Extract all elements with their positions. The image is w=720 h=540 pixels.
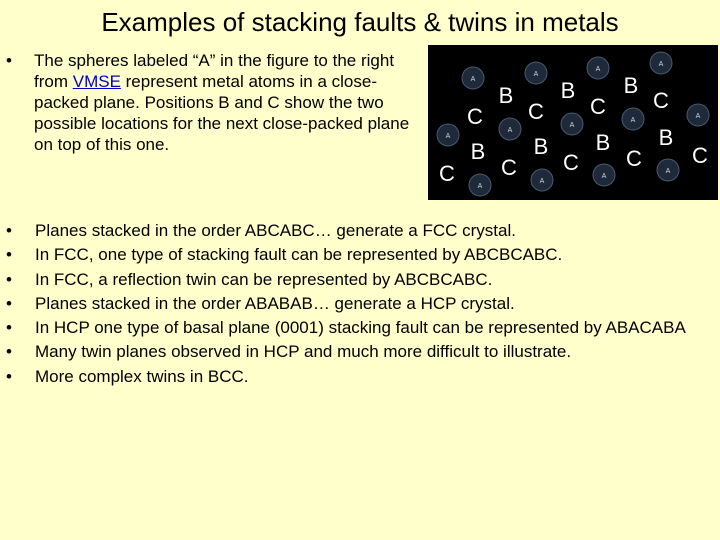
sphere-a-label: A	[665, 168, 671, 175]
bullet-item-fcc-twin	[6, 268, 716, 292]
bullet-marker: •	[6, 245, 12, 265]
position-c-label: C	[501, 155, 517, 180]
sphere-a	[525, 62, 547, 84]
close-packed-planes-figure	[428, 45, 718, 200]
sphere-a-label: A	[595, 66, 601, 73]
sphere-a	[499, 118, 521, 140]
bullet-item-hcp-stacking-fault	[6, 316, 716, 340]
bullet-item-hcp-order	[6, 292, 716, 316]
position-b-label: B	[595, 130, 611, 155]
intro-text-after: represent metal atoms in a close-packed plane. Positions B and C show the two possible locations for the next close-packed plane on top of this one.	[34, 72, 410, 154]
sphere-a-label: A	[470, 76, 476, 83]
sphere-a	[587, 57, 609, 79]
sphere-a-label: A	[533, 71, 539, 78]
sphere-a-label: A	[569, 122, 575, 129]
position-c-label: C	[590, 94, 606, 119]
bullet-item-fcc-order	[6, 219, 716, 243]
intro-text-before: The spheres labeled “A” in the figure to the right from	[34, 51, 395, 91]
sphere-a	[593, 164, 615, 186]
position-c-label: C	[653, 88, 669, 113]
sphere-a-label: A	[445, 133, 451, 140]
bullet-list	[6, 219, 716, 389]
bullet-text: Planes stacked in the order ABABAB… generate a HCP crystal.	[35, 293, 515, 313]
position-c-label: C	[467, 104, 483, 129]
sphere-a-label: A	[507, 127, 513, 134]
bullet-marker: •	[6, 342, 12, 362]
position-c-label: C	[439, 161, 455, 186]
intro-text	[34, 50, 424, 155]
position-b-label: B	[623, 73, 639, 98]
bullet-item-fcc-stacking-fault	[6, 243, 716, 267]
bullet-text: Many twin planes observed in HCP and much more difficult to illustrate.	[35, 342, 572, 362]
bullet-text: In HCP one type of basal plane (0001) stacking fault can be represented by ABACABA	[35, 318, 686, 338]
sphere-a	[622, 108, 644, 130]
position-c-label: C	[626, 146, 642, 171]
bullet-text: In FCC, one type of stacking fault can be represented by ABCBCABC.	[35, 245, 563, 265]
position-b-label: B	[498, 83, 514, 108]
bullet-marker: •	[6, 318, 12, 338]
sphere-a-label: A	[630, 117, 636, 124]
position-c-label: C	[563, 150, 579, 175]
bullet-item-bcc-twins	[6, 365, 716, 389]
sphere-a	[462, 67, 484, 89]
bullet-marker: •	[6, 293, 12, 313]
bullet-marker: •	[6, 51, 12, 70]
sphere-a	[657, 159, 679, 181]
bullet-marker: •	[6, 269, 12, 289]
position-b-label: B	[658, 125, 674, 150]
bullet-text: Planes stacked in the order ABCABC… generate a FCC crystal.	[35, 221, 516, 240]
position-c-label: C	[528, 99, 544, 124]
sphere-a-label: A	[539, 178, 545, 185]
bullet-marker: •	[6, 366, 12, 386]
sphere-a-label: A	[695, 113, 701, 120]
position-b-label: B	[470, 139, 486, 164]
bullet-text: In FCC, a reflection twin can be represented by ABCBCABC.	[35, 269, 493, 289]
sphere-a	[469, 174, 491, 196]
slide-title: Examples of stacking faults & twins in metals	[101, 7, 619, 37]
bullet-text: More complex twins in BCC.	[35, 366, 249, 386]
vmse-link[interactable]: VMSE	[72, 72, 121, 91]
sphere-a	[687, 104, 709, 126]
sphere-a	[437, 124, 459, 146]
bullet-item-hcp-twins	[6, 340, 716, 364]
sphere-a-label: A	[658, 61, 664, 68]
sphere-a-label: A	[601, 173, 607, 180]
sphere-a	[561, 113, 583, 135]
position-b-label: B	[533, 134, 549, 159]
position-b-label: B	[560, 78, 576, 103]
sphere-a	[531, 169, 553, 191]
position-c-label: C	[692, 143, 708, 168]
sphere-a-label: A	[477, 183, 483, 190]
bullet-marker: •	[6, 221, 12, 240]
sphere-a	[650, 52, 672, 74]
